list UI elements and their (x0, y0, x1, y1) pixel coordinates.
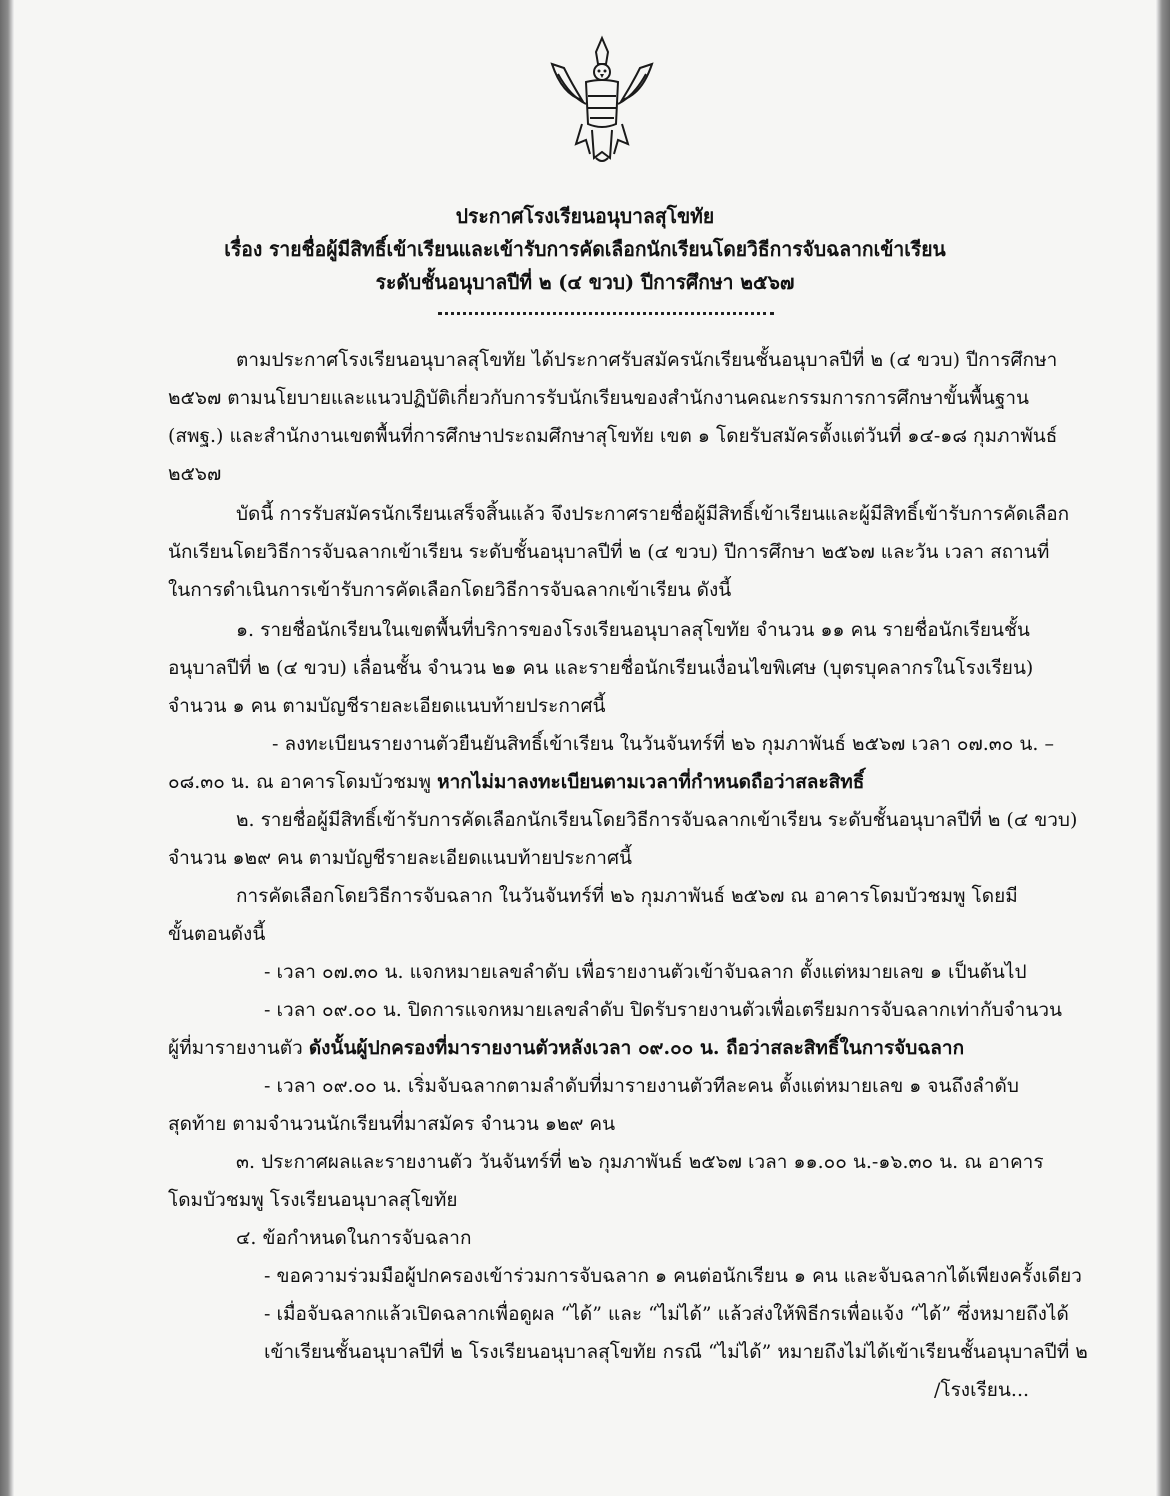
item-2-detail: - เวลา ๐๗.๓๐ น. แจกหมายเลขลำดับ เพื่อรายงานตัวเข้าจับฉลาก ตั้งแต่หมายเลข ๑ เป็นต้นไป (264, 961, 1027, 983)
item-2-detail: - เวลา ๐๙.๐๐ น. เริ่มจับฉลากตามลำดับที่มารายงานตัวทีละคน ตั้งแต่หมายเลข ๑ จนถึงลำดับ (264, 1075, 1019, 1097)
paragraph-line: ๒๕๖๗ ตามนโยบายและแนวปฏิบัติเกี่ยวกับการรับนักเรียนของสำนักงานคณะกรรมการการศึกษาขั้นพื้นฐาน (168, 387, 1030, 409)
dotted-divider (438, 312, 774, 315)
paragraph-line: นักเรียนโดยวิธีการจับฉลากเข้าเรียน ระดับชั้นอนุบาลปีที่ ๒ (๔ ขวบ) ปีการศึกษา ๒๕๖๗ และวัน เวลา สถานที่ (168, 541, 1050, 563)
announcement-title: ประกาศโรงเรียนอนุบาลสุโขทัย (455, 204, 715, 228)
item-3-line: ๓. ประกาศผลและรายงานตัว วันจันทร์ที่ ๒๖ กุมภาพันธ์ ๒๕๖๗ เวลา ๑๑.๐๐ น.-๑๖.๓๐ น. ณ อาคาร (236, 1151, 1044, 1173)
detail-warning: ดังนั้นผู้ปกครองที่มารายงานตัวหลังเวลา ๐๙.๐๐ น. ถือว่าสละสิทธิ์ในการจับฉลาก (308, 1037, 965, 1059)
item-1-line: จำนวน ๑ คน ตามบัญชีรายละเอียดแนบท้ายประกาศนี้ (168, 695, 606, 717)
paragraph-line: ในการดำเนินการเข้ารับการคัดเลือกโดยวิธีการจับฉลากเข้าเรียน ดังนี้ (168, 579, 732, 601)
paragraph-line: (สพฐ.) และสำนักงานเขตพื้นที่การศึกษาประถมศึกษาสุโขทัย เขต ๑ โดยรับสมัครตั้งแต่วันที่ ๑๔-๑๘ กุมภาพันธ์ (168, 425, 1058, 447)
item-2-line: จำนวน ๑๒๙ คน ตามบัญชีรายละเอียดแนบท้ายประกาศนี้ (168, 847, 632, 869)
document-page (14, 0, 1156, 1496)
detail-text: ผู้ที่มารายงานตัว (168, 1037, 309, 1059)
paragraph-line: ตามประกาศโรงเรียนอนุบาลสุโขทัย ได้ประกาศรับสมัครนักเรียนชั้นอนุบาลปีที่ ๒ (๔ ขวบ) ปีการศึกษา (236, 349, 1058, 371)
item-2-paragraph: ขั้นตอนดังนี้ (168, 923, 266, 945)
announcement-level: ระดับชั้นอนุบาลปีที่ ๒ (๔ ขวบ) ปีการศึกษา ๒๕๖๗ (375, 270, 795, 294)
item-2-detail (168, 1036, 964, 1060)
item-2-detail: - เวลา ๐๙.๐๐ น. ปิดการแจกหมายเลขลำดับ ปิดรับรายงานตัวเพื่อเตรียมการจับฉลากเท่ากับจำนวน (264, 999, 1062, 1021)
item-1-line: ๑. รายชื่อนักเรียนในเขตพื้นที่บริการของโรงเรียนอนุบาลสุโขทัย จำนวน ๑๑ คน รายชื่อนักเรียนชั้น (236, 619, 1030, 641)
item-3-line: โดมบัวชมพู โรงเรียนอนุบาลสุโขทัย (168, 1189, 458, 1211)
item-2-detail: สุดท้าย ตามจำนวนนักเรียนที่มาสมัคร จำนวน ๑๒๙ คน (168, 1113, 616, 1135)
item-4-detail: - เมื่อจับฉลากแล้วเปิดฉลากเพื่อดูผล “ได้” และ “ไม่ได้” แล้วส่งให้พิธีกรเพื่อแจ้ง “ได้” ซึ่งหมายถึงได้ (264, 1303, 1069, 1325)
announcement-subject: เรื่อง รายชื่อผู้มีสิทธิ์เข้าเรียนและเข้ารับการคัดเลือกนักเรียนโดยวิธีการจับฉลากเข้าเรียน (224, 237, 946, 261)
item-2-line: ๒. รายชื่อผู้มีสิทธิ์เข้ารับการคัดเลือกนักเรียนโดยวิธีการจับฉลากเข้าเรียน ระดับชั้นอนุบาลปีที่ ๒ (๔ ขวบ) (236, 809, 1078, 831)
garuda-emblem-icon (542, 34, 662, 166)
paragraph-line: ๒๕๖๗ (168, 463, 222, 485)
item-2-paragraph: การคัดเลือกโดยวิธีการจับฉลาก ในวันจันทร์ที่ ๒๖ กุมภาพันธ์ ๒๕๖๗ ณ อาคารโดมบัวชมพู โดยมี (236, 885, 1018, 907)
item-1-detail: - ลงทะเบียนรายงานตัวยืนยันสิทธิ์เข้าเรียน ในวันจันทร์ที่ ๒๖ กุมภาพันธ์ ๒๕๖๗ เวลา ๐๗.๓๐ น. – (272, 733, 1054, 755)
continued-marker: /โรงเรียน... (934, 1379, 1030, 1401)
paragraph-line: บัดนี้ การรับสมัครนักเรียนเสร็จสิ้นแล้ว จึงประกาศรายชื่อผู้มีสิทธิ์เข้าเรียนและผู้มีสิทธิ์เข้ารับการคัดเลือก (236, 503, 1070, 525)
detail-text: ๐๘.๓๐ น. ณ อาคารโดมบัวชมพู (168, 771, 438, 793)
item-1-detail (168, 770, 864, 794)
item-4-title: ๔. ข้อกำหนดในการจับฉลาก (236, 1227, 472, 1249)
item-1-line: อนุบาลปีที่ ๒ (๔ ขวบ) เลื่อนชั้น จำนวน ๒๑ คน และรายชื่อนักเรียนเงื่อนไขพิเศษ (บุตรบุคลากรในโรงเรียน) (168, 657, 1034, 679)
detail-warning: หากไม่มาลงทะเบียนตามเวลาที่กำหนดถือว่าสละสิทธิ์ (437, 771, 865, 793)
item-4-detail: เข้าเรียนชั้นอนุบาลปีที่ ๒ โรงเรียนอนุบาลสุโขทัย กรณี “ไม่ได้” หมายถึงไม่ได้เข้าเรียนชั้นอนุบาลปีที่ ๒ (264, 1341, 1088, 1363)
item-4-detail: - ขอความร่วมมือผู้ปกครองเข้าร่วมการจับฉลาก ๑ คนต่อนักเรียน ๑ คน และจับฉลากได้เพียงครั้งเดียว (264, 1265, 1082, 1287)
